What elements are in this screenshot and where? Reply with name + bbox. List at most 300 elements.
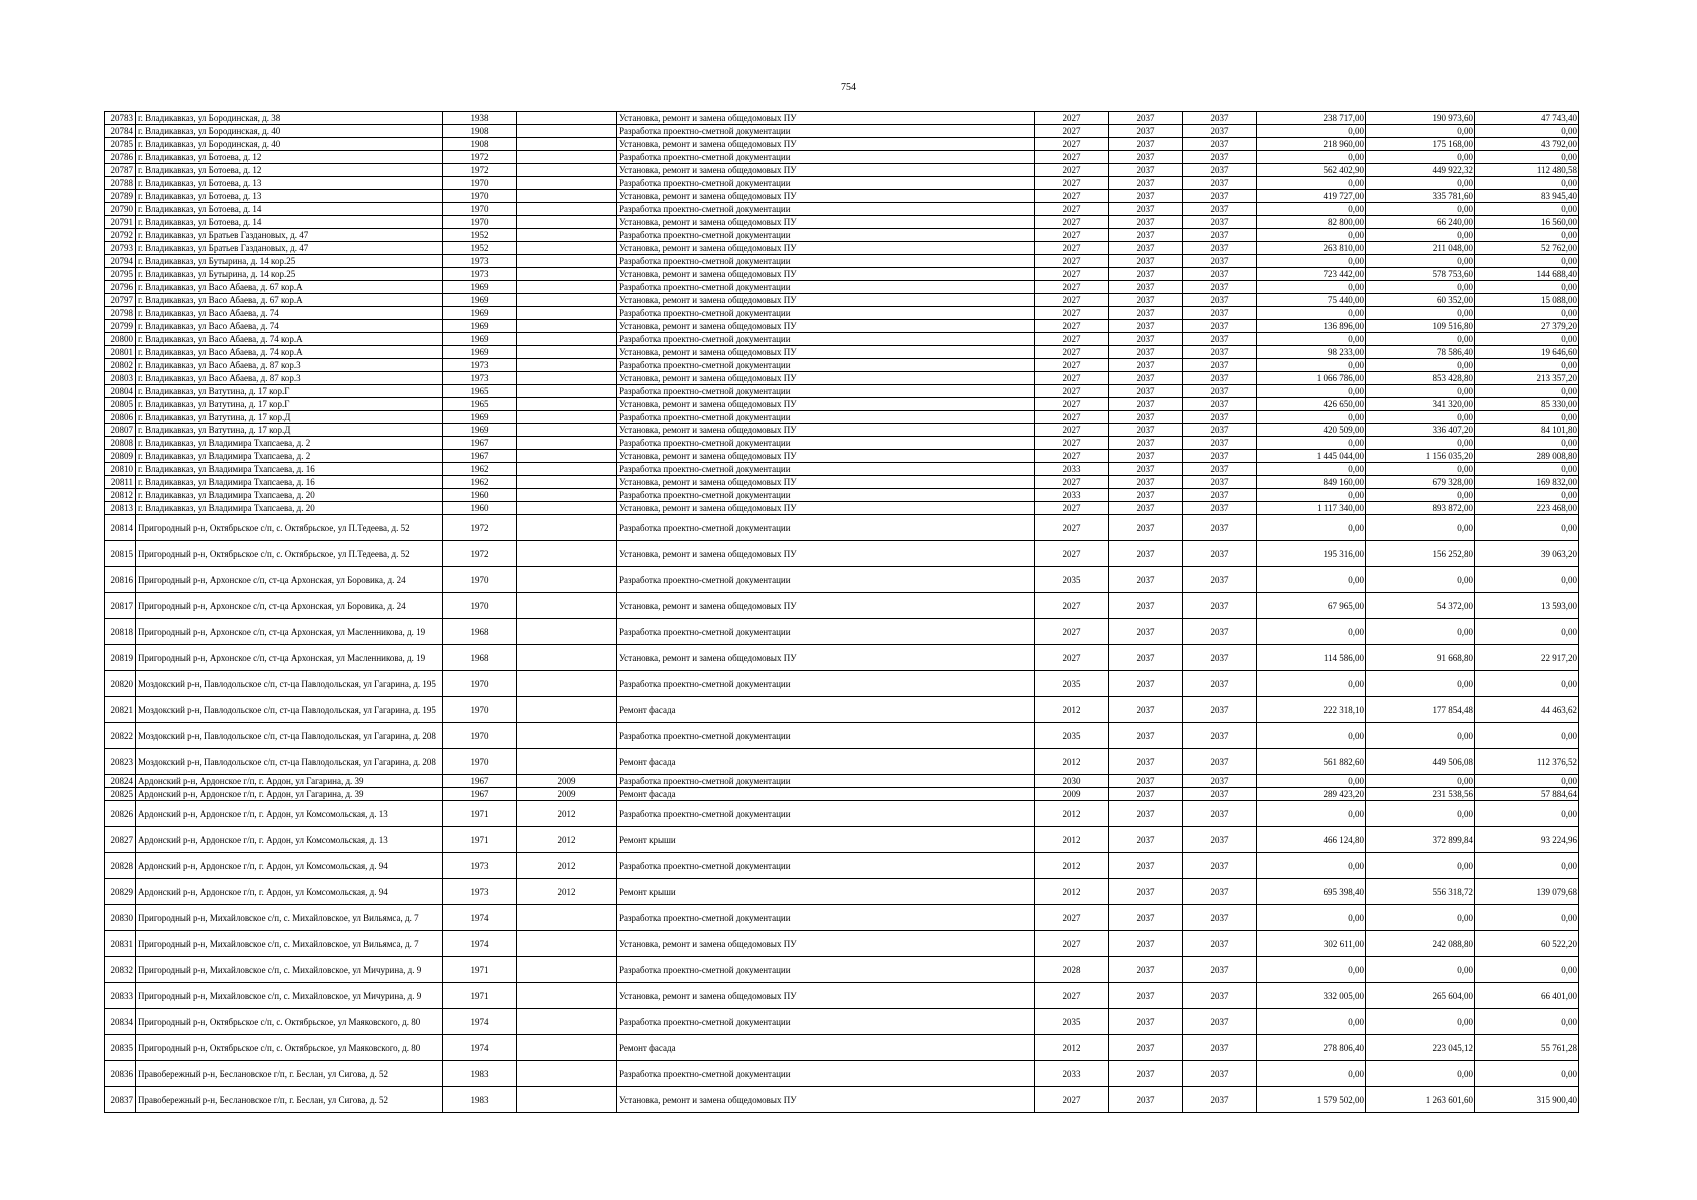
year-c-cell: 2037: [1183, 398, 1257, 411]
year-b-cell: 2037: [1109, 450, 1183, 463]
row-id: 20806: [105, 411, 136, 424]
year-b-cell: 2037: [1109, 320, 1183, 333]
work-type-cell: Установка, ремонт и замена общедомовых ПУ: [617, 320, 1035, 333]
year-built-cell: 1960: [443, 489, 517, 502]
year-a-cell: 2027: [1035, 177, 1109, 190]
year-built-cell: 1970: [443, 671, 517, 697]
year-built-cell: 1972: [443, 541, 517, 567]
year-a-cell: 2027: [1035, 1087, 1109, 1113]
work-type-cell: Разработка проектно-сметной документации: [617, 801, 1035, 827]
year-repair-cell: [517, 567, 617, 593]
address-cell: Моздокский р-н, Павлодольское с/п, ст-ца Павлодольская, ул Гагарина, д. 208: [136, 723, 443, 749]
year-a-cell: 2027: [1035, 476, 1109, 489]
year-repair-cell: [517, 450, 617, 463]
year-c-cell: 2037: [1183, 385, 1257, 398]
year-b-cell: 2037: [1109, 1087, 1183, 1113]
table-row: [105, 125, 1579, 138]
address-cell: Ардонский р-н, Ардонское г/п, г. Ардон, ул Комсомольская, д. 13: [136, 801, 443, 827]
work-type-cell: Установка, ремонт и замена общедомовых ПУ: [617, 398, 1035, 411]
table-row: [105, 476, 1579, 489]
year-a-cell: 2012: [1035, 853, 1109, 879]
address-cell: Ардонский р-н, Ардонское г/п, г. Ардон, ул Комсомольская, д. 94: [136, 853, 443, 879]
table-row: [105, 437, 1579, 450]
address-cell: Пригородный р-н, Михайловское с/п, с. Михайловское, ул Вильямса, д. 7: [136, 905, 443, 931]
year-repair-cell: [517, 424, 617, 437]
row-id: 20811: [105, 476, 136, 489]
fund-share-cell: 0,00: [1366, 723, 1475, 749]
year-built-cell: 1971: [443, 801, 517, 827]
total-cost-cell: 1 066 786,00: [1257, 372, 1366, 385]
table-row: [105, 424, 1579, 437]
total-cost-cell: 278 806,40: [1257, 1035, 1366, 1061]
year-built-cell: 1973: [443, 359, 517, 372]
year-built-cell: 1970: [443, 723, 517, 749]
year-c-cell: 2037: [1183, 567, 1257, 593]
table-row: [105, 983, 1579, 1009]
year-repair-cell: [517, 1061, 617, 1087]
year-repair-cell: [517, 437, 617, 450]
address-cell: г. Владикавказ, ул Бородинская, д. 38: [136, 112, 443, 125]
total-cost-cell: 0,00: [1257, 255, 1366, 268]
year-c-cell: 2037: [1183, 294, 1257, 307]
total-cost-cell: 0,00: [1257, 723, 1366, 749]
year-b-cell: 2037: [1109, 983, 1183, 1009]
address-cell: г. Владикавказ, ул Васо Абаева, д. 74: [136, 307, 443, 320]
row-id: 20812: [105, 489, 136, 502]
year-a-cell: 2027: [1035, 151, 1109, 164]
year-b-cell: 2037: [1109, 372, 1183, 385]
table-row: [105, 268, 1579, 281]
year-built-cell: 1968: [443, 619, 517, 645]
address-cell: г. Владикавказ, ул Владимира Тхапсаева, д. 20: [136, 489, 443, 502]
work-type-cell: Разработка проектно-сметной документации: [617, 255, 1035, 268]
year-built-cell: 1974: [443, 1035, 517, 1061]
work-type-cell: Установка, ремонт и замена общедомовых ПУ: [617, 541, 1035, 567]
fund-share-cell: 372 899,84: [1366, 827, 1475, 853]
year-c-cell: 2037: [1183, 164, 1257, 177]
owner-share-cell: 0,00: [1475, 515, 1579, 541]
year-c-cell: 2037: [1183, 697, 1257, 723]
owner-share-cell: 44 463,62: [1475, 697, 1579, 723]
address-cell: Пригородный р-н, Октябрьское с/п, с. Октябрьское, ул Маяковского, д. 80: [136, 1035, 443, 1061]
year-a-cell: 2012: [1035, 1035, 1109, 1061]
year-built-cell: 1967: [443, 437, 517, 450]
year-repair-cell: [517, 281, 617, 294]
year-c-cell: 2037: [1183, 749, 1257, 775]
year-c-cell: 2037: [1183, 190, 1257, 203]
fund-share-cell: 156 252,80: [1366, 541, 1475, 567]
total-cost-cell: 195 316,00: [1257, 541, 1366, 567]
year-repair-cell: 2012: [517, 801, 617, 827]
work-type-cell: Разработка проектно-сметной документации: [617, 905, 1035, 931]
table-row: [105, 385, 1579, 398]
year-a-cell: 2027: [1035, 619, 1109, 645]
work-type-cell: Установка, ремонт и замена общедомовых ПУ: [617, 476, 1035, 489]
year-c-cell: 2037: [1183, 138, 1257, 151]
owner-share-cell: 0,00: [1475, 957, 1579, 983]
table-row: [105, 1061, 1579, 1087]
fund-share-cell: 0,00: [1366, 671, 1475, 697]
owner-share-cell: 55 761,28: [1475, 1035, 1579, 1061]
year-repair-cell: [517, 346, 617, 359]
row-id: 20791: [105, 216, 136, 229]
fund-share-cell: 0,00: [1366, 1009, 1475, 1035]
fund-share-cell: 853 428,80: [1366, 372, 1475, 385]
owner-share-cell: 0,00: [1475, 125, 1579, 138]
address-cell: Пригородный р-н, Михайловское с/п, с. Михайловское, ул Мичурина, д. 9: [136, 957, 443, 983]
year-built-cell: 1969: [443, 346, 517, 359]
work-type-cell: Установка, ремонт и замена общедомовых ПУ: [617, 138, 1035, 151]
year-built-cell: 1974: [443, 905, 517, 931]
fund-share-cell: 91 668,80: [1366, 645, 1475, 671]
address-cell: Правобережный р-н, Беслановское г/п, г. Беслан, ул Сигова, д. 52: [136, 1087, 443, 1113]
year-b-cell: 2037: [1109, 697, 1183, 723]
work-type-cell: Разработка проектно-сметной документации: [617, 229, 1035, 242]
year-c-cell: 2037: [1183, 983, 1257, 1009]
row-id: 20835: [105, 1035, 136, 1061]
address-cell: г. Владикавказ, ул Ботоева, д. 14: [136, 216, 443, 229]
fund-share-cell: 0,00: [1366, 515, 1475, 541]
total-cost-cell: 0,00: [1257, 905, 1366, 931]
owner-share-cell: 144 688,40: [1475, 268, 1579, 281]
total-cost-cell: 723 442,00: [1257, 268, 1366, 281]
table-row: [105, 697, 1579, 723]
row-id: 20787: [105, 164, 136, 177]
work-type-cell: Разработка проектно-сметной документации: [617, 723, 1035, 749]
work-type-cell: Разработка проектно-сметной документации: [617, 411, 1035, 424]
address-cell: Пригородный р-н, Октябрьское с/п, с. Октябрьское, ул Маяковского, д. 80: [136, 1009, 443, 1035]
year-b-cell: 2037: [1109, 385, 1183, 398]
row-id: 20800: [105, 333, 136, 346]
fund-share-cell: 556 318,72: [1366, 879, 1475, 905]
owner-share-cell: 0,00: [1475, 411, 1579, 424]
year-a-cell: 2027: [1035, 593, 1109, 619]
year-a-cell: 2033: [1035, 1061, 1109, 1087]
address-cell: г. Владикавказ, ул Владимира Тхапсаева, д. 16: [136, 476, 443, 489]
year-b-cell: 2037: [1109, 853, 1183, 879]
year-repair-cell: [517, 255, 617, 268]
fund-share-cell: 223 045,12: [1366, 1035, 1475, 1061]
year-b-cell: 2037: [1109, 541, 1183, 567]
year-repair-cell: [517, 489, 617, 502]
total-cost-cell: 67 965,00: [1257, 593, 1366, 619]
address-cell: г. Владикавказ, ул Васо Абаева, д. 87 кор.3: [136, 359, 443, 372]
year-b-cell: 2037: [1109, 957, 1183, 983]
table-row: [105, 1087, 1579, 1113]
year-b-cell: 2037: [1109, 294, 1183, 307]
year-b-cell: 2037: [1109, 515, 1183, 541]
year-a-cell: 2027: [1035, 905, 1109, 931]
year-b-cell: 2037: [1109, 125, 1183, 138]
work-type-cell: Установка, ремонт и замена общедомовых ПУ: [617, 242, 1035, 255]
year-a-cell: 2027: [1035, 320, 1109, 333]
year-a-cell: 2027: [1035, 203, 1109, 216]
year-built-cell: 1969: [443, 307, 517, 320]
table-row: [105, 905, 1579, 931]
owner-share-cell: 0,00: [1475, 437, 1579, 450]
owner-share-cell: 0,00: [1475, 853, 1579, 879]
year-built-cell: 1967: [443, 788, 517, 801]
table-row: [105, 294, 1579, 307]
fund-share-cell: 175 168,00: [1366, 138, 1475, 151]
work-type-cell: Разработка проектно-сметной документации: [617, 333, 1035, 346]
owner-share-cell: 43 792,00: [1475, 138, 1579, 151]
year-c-cell: 2037: [1183, 203, 1257, 216]
address-cell: Ардонский р-н, Ардонское г/п, г. Ардон, ул Комсомольская, д. 13: [136, 827, 443, 853]
fund-share-cell: 0,00: [1366, 853, 1475, 879]
fund-share-cell: 0,00: [1366, 203, 1475, 216]
work-type-cell: Разработка проектно-сметной документации: [617, 203, 1035, 216]
fund-share-cell: 0,00: [1366, 411, 1475, 424]
year-c-cell: 2037: [1183, 359, 1257, 372]
year-built-cell: 1969: [443, 294, 517, 307]
year-b-cell: 2037: [1109, 229, 1183, 242]
year-b-cell: 2037: [1109, 827, 1183, 853]
total-cost-cell: 0,00: [1257, 307, 1366, 320]
table-row: [105, 320, 1579, 333]
owner-share-cell: 22 917,20: [1475, 645, 1579, 671]
year-a-cell: 2027: [1035, 411, 1109, 424]
row-id: 20788: [105, 177, 136, 190]
owner-share-cell: 66 401,00: [1475, 983, 1579, 1009]
year-repair-cell: [517, 203, 617, 216]
year-b-cell: 2037: [1109, 216, 1183, 229]
year-a-cell: 2027: [1035, 424, 1109, 437]
address-cell: г. Владикавказ, ул Ватутина, д. 17 кор.Д: [136, 424, 443, 437]
year-a-cell: 2027: [1035, 125, 1109, 138]
owner-share-cell: 0,00: [1475, 489, 1579, 502]
year-c-cell: 2037: [1183, 307, 1257, 320]
year-a-cell: 2027: [1035, 333, 1109, 346]
address-cell: Моздокский р-н, Павлодольское с/п, ст-ца Павлодольская, ул Гагарина, д. 195: [136, 671, 443, 697]
work-type-cell: Ремонт фасада: [617, 1035, 1035, 1061]
owner-share-cell: 0,00: [1475, 177, 1579, 190]
year-c-cell: 2037: [1183, 229, 1257, 242]
total-cost-cell: 419 727,00: [1257, 190, 1366, 203]
total-cost-cell: 849 160,00: [1257, 476, 1366, 489]
total-cost-cell: 114 586,00: [1257, 645, 1366, 671]
year-c-cell: 2037: [1183, 931, 1257, 957]
year-built-cell: 1967: [443, 775, 517, 788]
total-cost-cell: 1 579 502,00: [1257, 1087, 1366, 1113]
year-repair-cell: [517, 463, 617, 476]
address-cell: Пригородный р-н, Архонское с/п, ст-ца Архонская, ул Боровика, д. 24: [136, 567, 443, 593]
year-a-cell: 2027: [1035, 931, 1109, 957]
table-row: [105, 775, 1579, 788]
year-c-cell: 2037: [1183, 411, 1257, 424]
total-cost-cell: 466 124,80: [1257, 827, 1366, 853]
year-c-cell: 2037: [1183, 1087, 1257, 1113]
year-repair-cell: [517, 333, 617, 346]
year-a-cell: 2012: [1035, 801, 1109, 827]
table-row: [105, 502, 1579, 515]
owner-share-cell: 0,00: [1475, 359, 1579, 372]
work-type-cell: Разработка проектно-сметной документации: [617, 151, 1035, 164]
row-id: 20836: [105, 1061, 136, 1087]
table-row: [105, 281, 1579, 294]
year-c-cell: 2037: [1183, 1035, 1257, 1061]
fund-share-cell: 231 538,56: [1366, 788, 1475, 801]
year-c-cell: 2037: [1183, 801, 1257, 827]
year-b-cell: 2037: [1109, 138, 1183, 151]
owner-share-cell: 0,00: [1475, 281, 1579, 294]
work-type-cell: Разработка проектно-сметной документации: [617, 775, 1035, 788]
year-built-cell: 1973: [443, 853, 517, 879]
fund-share-cell: 578 753,60: [1366, 268, 1475, 281]
total-cost-cell: 136 896,00: [1257, 320, 1366, 333]
work-type-cell: Разработка проектно-сметной документации: [617, 281, 1035, 294]
owner-share-cell: 47 743,40: [1475, 112, 1579, 125]
year-a-cell: 2028: [1035, 957, 1109, 983]
year-built-cell: 1973: [443, 879, 517, 905]
year-built-cell: 1970: [443, 697, 517, 723]
total-cost-cell: 0,00: [1257, 1061, 1366, 1087]
year-a-cell: 2027: [1035, 112, 1109, 125]
row-id: 20795: [105, 268, 136, 281]
year-b-cell: 2037: [1109, 411, 1183, 424]
year-b-cell: 2037: [1109, 567, 1183, 593]
work-type-cell: Ремонт фасада: [617, 788, 1035, 801]
year-a-cell: 2027: [1035, 281, 1109, 294]
year-built-cell: 1908: [443, 138, 517, 151]
table-row: [105, 216, 1579, 229]
row-id: 20827: [105, 827, 136, 853]
work-type-cell: Разработка проектно-сметной документации: [617, 619, 1035, 645]
fund-share-cell: 449 922,32: [1366, 164, 1475, 177]
year-built-cell: 1971: [443, 827, 517, 853]
owner-share-cell: 0,00: [1475, 723, 1579, 749]
fund-share-cell: 0,00: [1366, 385, 1475, 398]
year-a-cell: 2012: [1035, 697, 1109, 723]
work-type-cell: Разработка проектно-сметной документации: [617, 567, 1035, 593]
table-body: [105, 112, 1579, 1113]
owner-share-cell: 93 224,96: [1475, 827, 1579, 853]
address-cell: Моздокский р-н, Павлодольское с/п, ст-ца Павлодольская, ул Гагарина, д. 208: [136, 749, 443, 775]
owner-share-cell: 84 101,80: [1475, 424, 1579, 437]
table-row: [105, 112, 1579, 125]
fund-share-cell: 66 240,00: [1366, 216, 1475, 229]
owner-share-cell: 57 884,64: [1475, 788, 1579, 801]
year-built-cell: 1971: [443, 957, 517, 983]
address-cell: г. Владикавказ, ул Васо Абаева, д. 74 кор.А: [136, 346, 443, 359]
address-cell: г. Владикавказ, ул Ватутина, д. 17 кор.Д: [136, 411, 443, 424]
year-built-cell: 1960: [443, 502, 517, 515]
owner-share-cell: 39 063,20: [1475, 541, 1579, 567]
year-built-cell: 1969: [443, 320, 517, 333]
owner-share-cell: 112 480,58: [1475, 164, 1579, 177]
year-a-cell: 2027: [1035, 502, 1109, 515]
table-row: [105, 788, 1579, 801]
work-type-cell: Установка, ремонт и замена общедомовых ПУ: [617, 502, 1035, 515]
row-id: 20833: [105, 983, 136, 1009]
fund-share-cell: 0,00: [1366, 151, 1475, 164]
year-b-cell: 2037: [1109, 424, 1183, 437]
fund-share-cell: 0,00: [1366, 359, 1475, 372]
total-cost-cell: 98 233,00: [1257, 346, 1366, 359]
year-b-cell: 2037: [1109, 164, 1183, 177]
year-built-cell: 1970: [443, 749, 517, 775]
year-built-cell: 1969: [443, 281, 517, 294]
year-b-cell: 2037: [1109, 177, 1183, 190]
address-cell: Ардонский р-н, Ардонское г/п, г. Ардон, ул Гагарина, д. 39: [136, 775, 443, 788]
year-repair-cell: [517, 177, 617, 190]
year-c-cell: 2037: [1183, 788, 1257, 801]
year-repair-cell: [517, 515, 617, 541]
address-cell: г. Владикавказ, ул Владимира Тхапсаева, д. 20: [136, 502, 443, 515]
year-a-cell: 2027: [1035, 983, 1109, 1009]
owner-share-cell: 213 357,20: [1475, 372, 1579, 385]
total-cost-cell: 0,00: [1257, 151, 1366, 164]
work-type-cell: Разработка проектно-сметной документации: [617, 489, 1035, 502]
year-c-cell: 2037: [1183, 372, 1257, 385]
year-repair-cell: [517, 645, 617, 671]
year-b-cell: 2037: [1109, 619, 1183, 645]
year-c-cell: 2037: [1183, 255, 1257, 268]
table-row: [105, 372, 1579, 385]
year-c-cell: 2037: [1183, 242, 1257, 255]
work-type-cell: Установка, ремонт и замена общедомовых ПУ: [617, 1087, 1035, 1113]
owner-share-cell: 0,00: [1475, 255, 1579, 268]
year-a-cell: 2027: [1035, 359, 1109, 372]
year-built-cell: 1972: [443, 151, 517, 164]
year-repair-cell: [517, 957, 617, 983]
total-cost-cell: 82 800,00: [1257, 216, 1366, 229]
year-repair-cell: [517, 593, 617, 619]
table-row: [105, 333, 1579, 346]
address-cell: Пригородный р-н, Архонское с/п, ст-ца Архонская, ул Боровика, д. 24: [136, 593, 443, 619]
year-a-cell: 2027: [1035, 307, 1109, 320]
year-repair-cell: 2012: [517, 827, 617, 853]
year-c-cell: 2037: [1183, 502, 1257, 515]
total-cost-cell: 0,00: [1257, 567, 1366, 593]
year-repair-cell: [517, 216, 617, 229]
year-b-cell: 2037: [1109, 749, 1183, 775]
row-id: 20804: [105, 385, 136, 398]
year-repair-cell: [517, 125, 617, 138]
table-row: [105, 801, 1579, 827]
year-b-cell: 2037: [1109, 190, 1183, 203]
year-c-cell: 2037: [1183, 216, 1257, 229]
total-cost-cell: 0,00: [1257, 333, 1366, 346]
year-repair-cell: [517, 359, 617, 372]
year-repair-cell: [517, 541, 617, 567]
work-type-cell: Установка, ремонт и замена общедомовых ПУ: [617, 593, 1035, 619]
year-c-cell: 2037: [1183, 346, 1257, 359]
year-c-cell: 2037: [1183, 177, 1257, 190]
work-type-cell: Установка, ремонт и замена общедомовых ПУ: [617, 164, 1035, 177]
total-cost-cell: 0,00: [1257, 463, 1366, 476]
year-b-cell: 2037: [1109, 931, 1183, 957]
address-cell: Пригородный р-н, Михайловское с/п, с. Михайловское, ул Мичурина, д. 9: [136, 983, 443, 1009]
row-id: 20785: [105, 138, 136, 151]
fund-share-cell: 0,00: [1366, 905, 1475, 931]
year-c-cell: 2037: [1183, 125, 1257, 138]
table-row: [105, 671, 1579, 697]
total-cost-cell: 0,00: [1257, 957, 1366, 983]
total-cost-cell: 332 005,00: [1257, 983, 1366, 1009]
total-cost-cell: 420 509,00: [1257, 424, 1366, 437]
year-b-cell: 2037: [1109, 268, 1183, 281]
work-type-cell: Ремонт фасада: [617, 749, 1035, 775]
total-cost-cell: 695 398,40: [1257, 879, 1366, 905]
row-id: 20822: [105, 723, 136, 749]
row-id: 20798: [105, 307, 136, 320]
total-cost-cell: 0,00: [1257, 385, 1366, 398]
row-id: 20790: [105, 203, 136, 216]
year-built-cell: 1970: [443, 593, 517, 619]
address-cell: г. Владикавказ, ул Ватутина, д. 17 кор.Г: [136, 398, 443, 411]
table-row: [105, 411, 1579, 424]
